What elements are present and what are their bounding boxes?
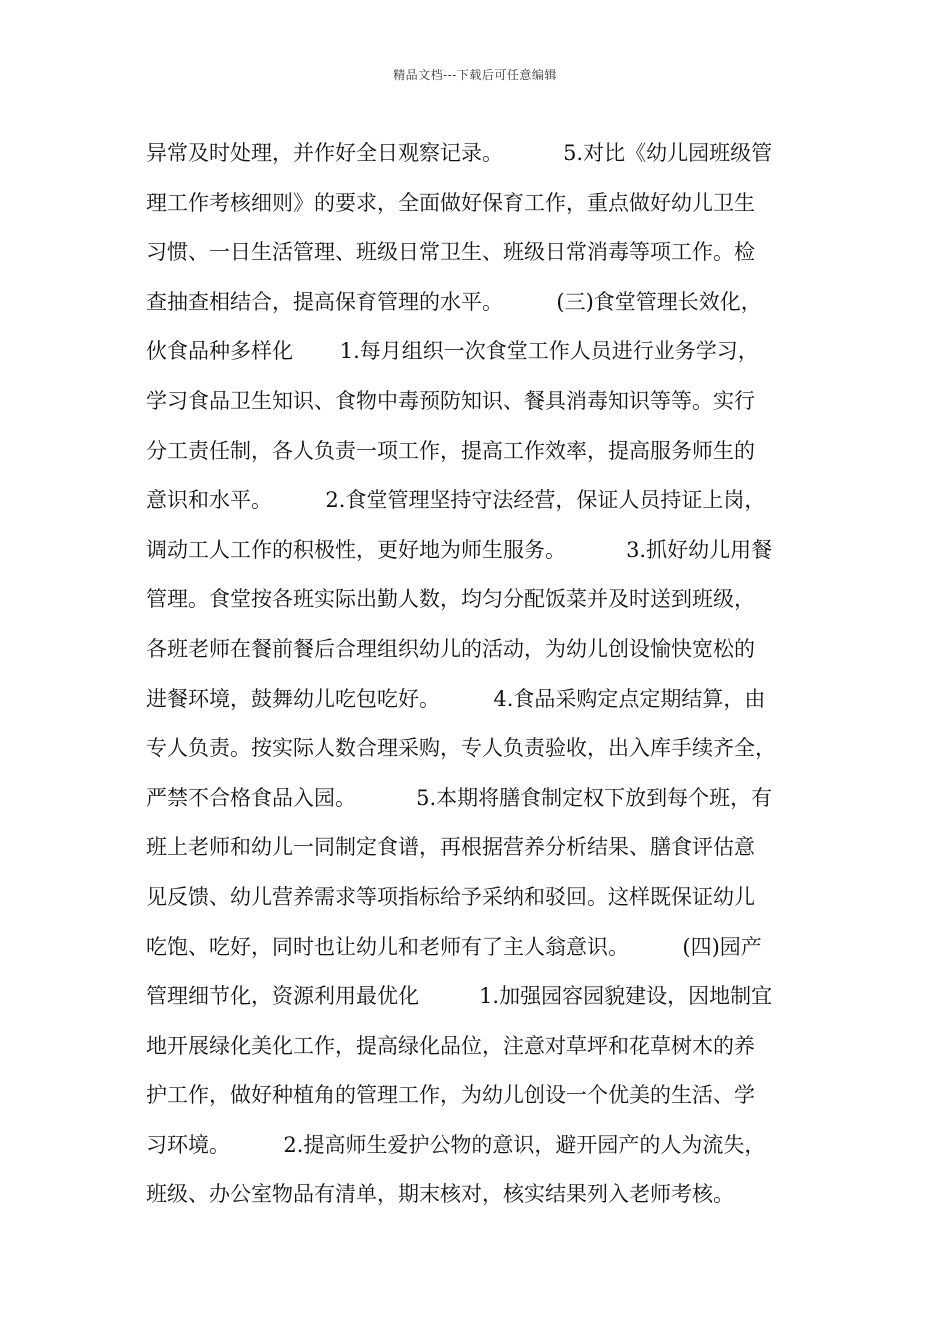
text-line: 班上老师和幼儿一同制定食谱，再根据营养分析结果、膳食评估意 xyxy=(146,835,755,860)
text-line: 吃饱、吃好，同时也让幼儿和老师有了主人翁意识。 (四)园产 xyxy=(146,934,762,959)
text-line: 调动工人工作的积极性，更好地为师生服务。 3.抓好幼儿用餐 xyxy=(146,537,773,562)
text-line: 管理细节化，资源利用最优化 1.加强园容园貌建设，因地制宜 xyxy=(146,984,773,1009)
text-line: 分工责任制，各人负责一项工作，提高工作效率，提高服务师生的 xyxy=(146,438,755,463)
text-line: 意识和水平。 2.食堂管理坚持守法经营，保证人员持证上岗， xyxy=(146,488,766,513)
text-line: 伙食品种多样化 1.每月组织一次食堂工作人员进行业务学习， xyxy=(146,339,759,364)
text-line: 见反馈、幼儿营养需求等项指标给予采纳和驳回。这样既保证幼儿 xyxy=(146,884,755,909)
text-line: 专人负责。按实际人数合理采购，专人负责验收，出入库手续齐全， xyxy=(146,736,776,761)
text-line: 各班老师在餐前餐后合理组织幼儿的活动，为幼儿创设愉快宽松的 xyxy=(146,636,755,661)
text-line: 管理。食堂按各班实际出勤人数，均匀分配饭菜并及时送到班级， xyxy=(146,587,755,612)
text-line: 严禁不合格食品入园。 5.本期将膳食制定权下放到每个班，有 xyxy=(146,785,773,810)
body-text xyxy=(146,133,816,1224)
text-line: 异常及时处理，并作好全日观察记录。 5.对比《幼儿园班级管 xyxy=(146,141,773,165)
text-line: 理工作考核细则》的要求，全面做好保育工作，重点做好幼儿卫生 xyxy=(146,190,755,215)
text-line: 地开展绿化美化工作，提高绿化品位，注意对草坪和花草树木的养 xyxy=(146,1033,755,1058)
text-line: 护工作，做好种植角的管理工作，为幼儿创设一个优美的生活、学 xyxy=(146,1083,755,1108)
text-line: 学习食品卫生知识、食物中毒预防知识、餐具消毒知识等等。实行 xyxy=(146,388,755,413)
text-line: 班级、办公室物品有清单，期末核对，核实结果列入老师考核。 xyxy=(146,1182,734,1207)
text-line: 进餐环境，鼓舞幼儿吃包吃好。 4.食品采购定点定期结算，由 xyxy=(146,686,766,711)
text-line: 查抽查相结合，提高保育管理的水平。 (三)食堂管理长效化， xyxy=(146,289,762,314)
text-line: 习惯、一日生活管理、班级日常卫生、班级日常消毒等项工作。检 xyxy=(146,240,755,265)
page-header: 精品文档---下载后可任意编辑 xyxy=(393,68,557,82)
text-line: 习环境。 2.提高师生爱护公物的意识，避开园产的人为流失， xyxy=(146,1132,766,1157)
